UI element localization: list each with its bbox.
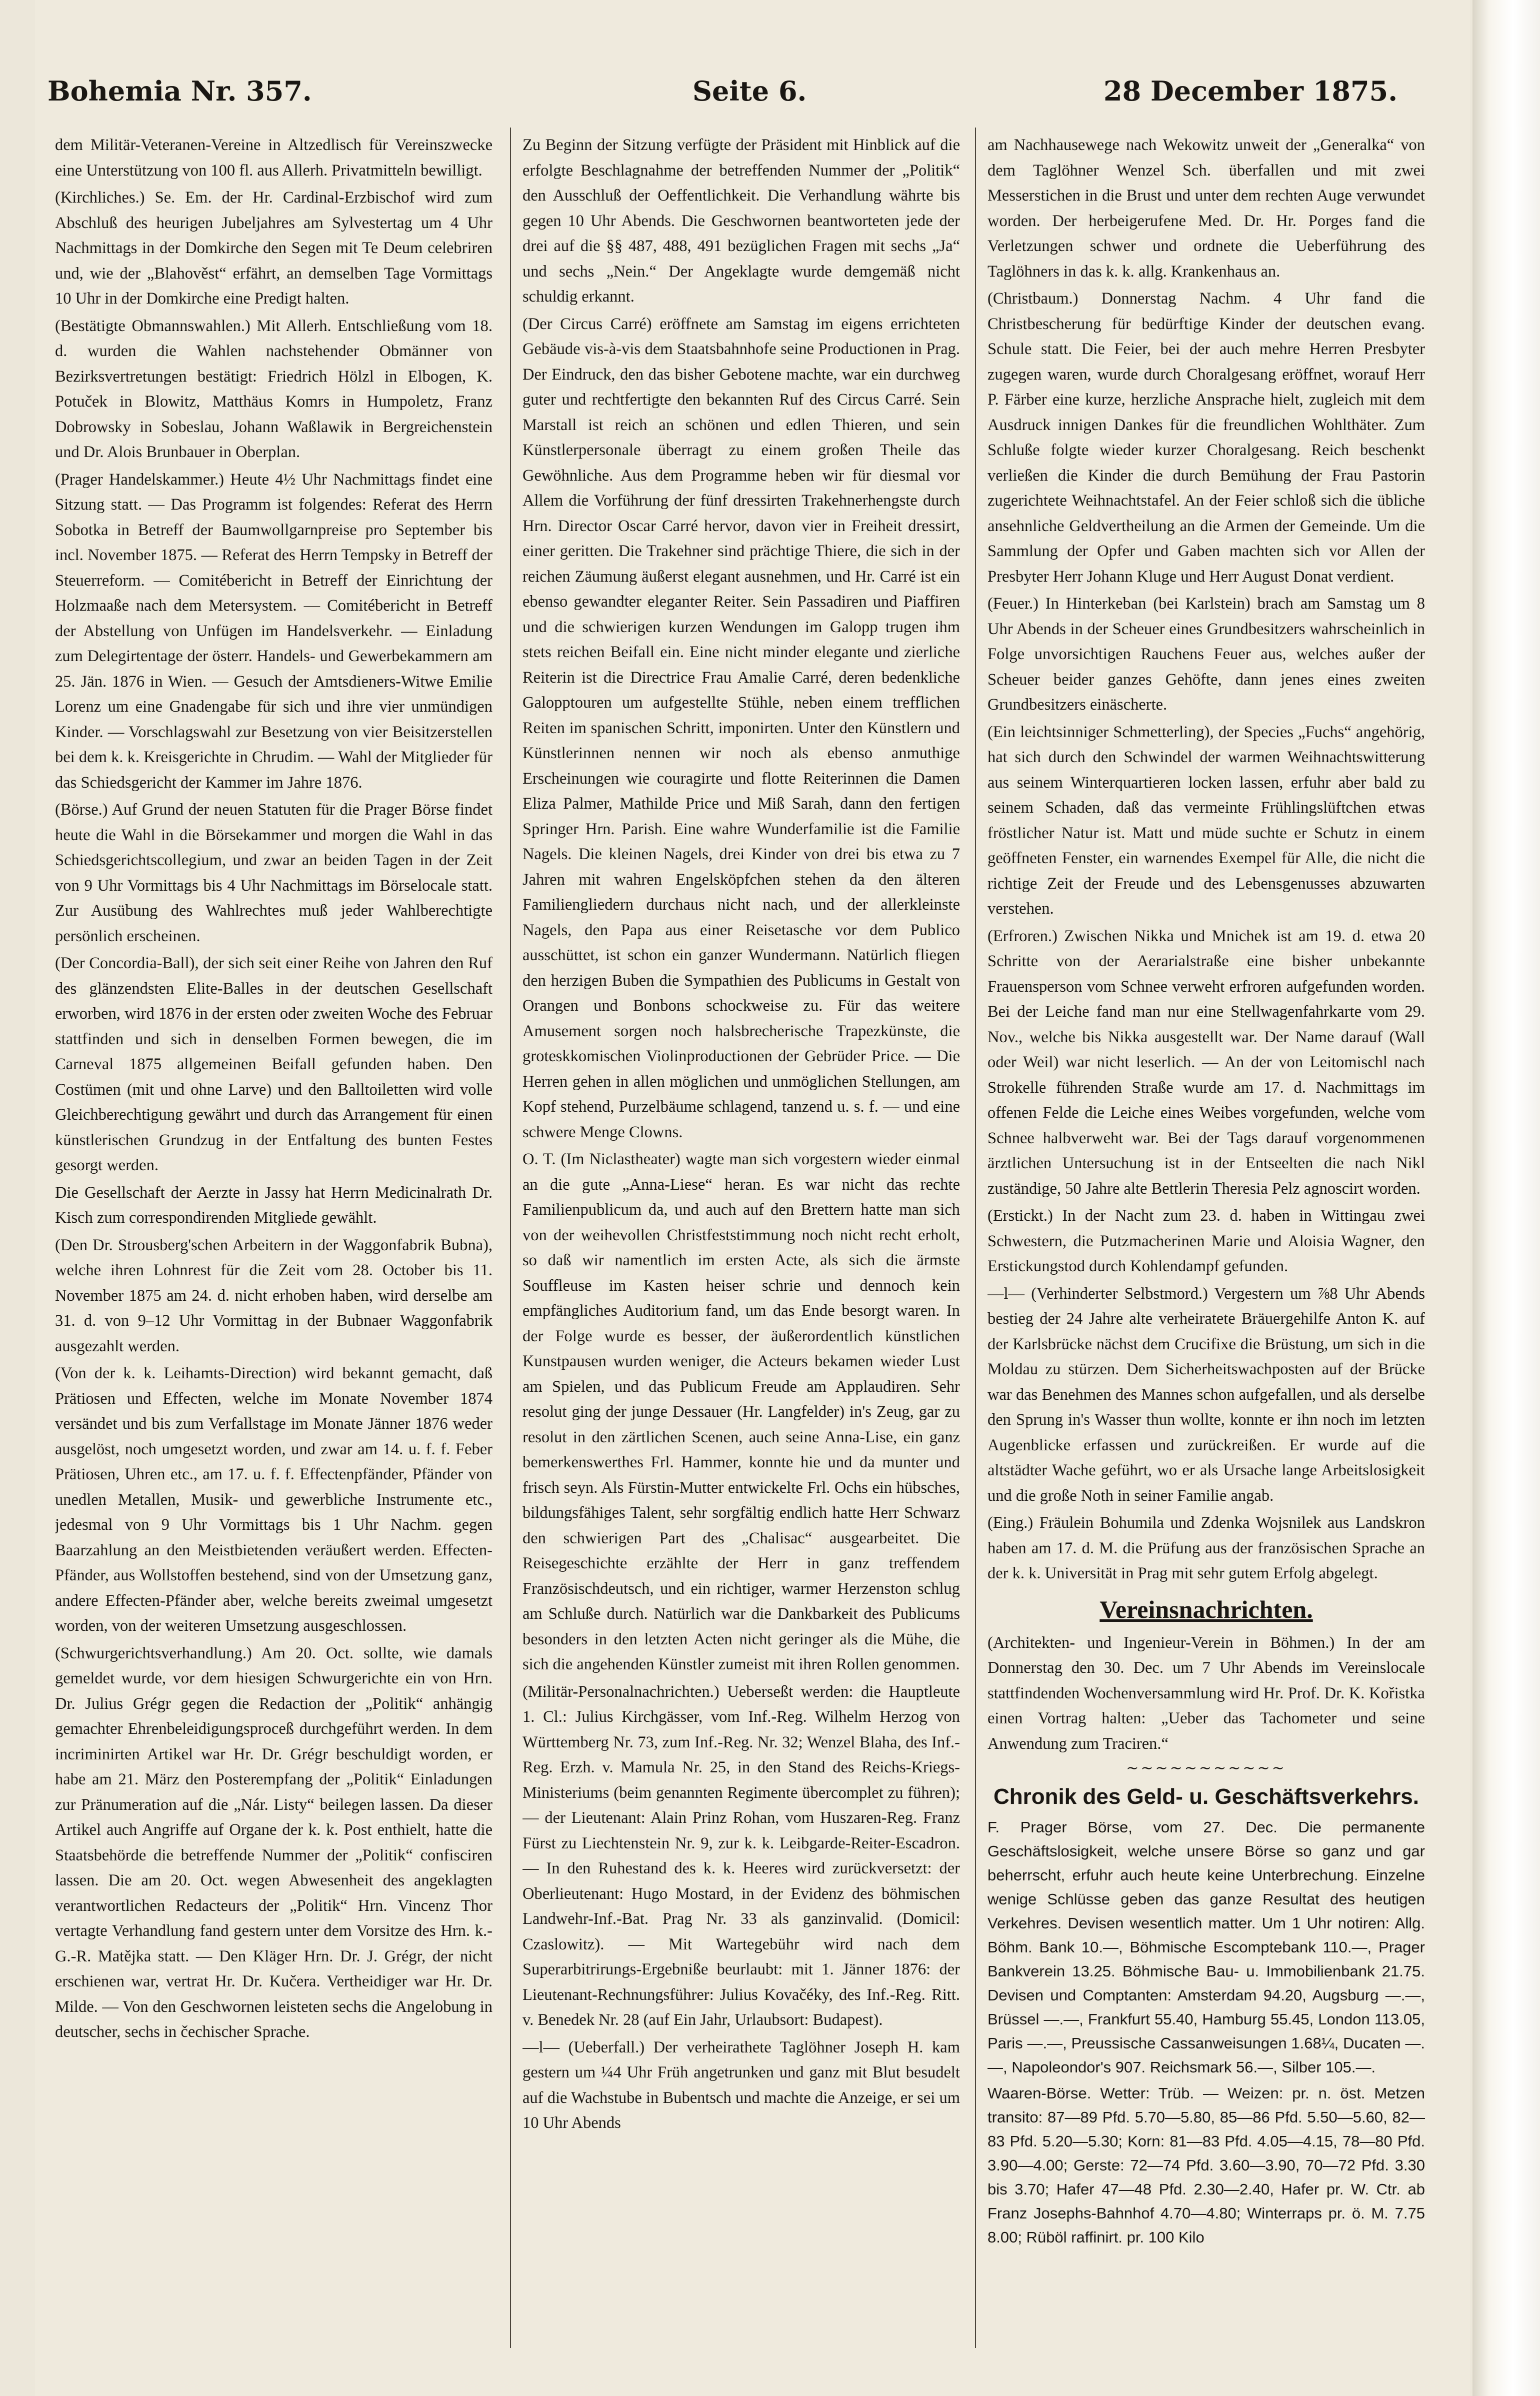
- article-paragraph: (Militär-Personalnachrichten.) Ueberseßt werden: die Hauptleute 1. Cl.: Julius Kirchgässer, vom Inf.-Reg. Wilhelm Herzog von Württemberg Nr. 73, zum Inf.-Reg. Nr. 32; Wenzel Blaha, des Inf.-Reg. Erzh. v. Mamula Nr. 25, in den Stand des Reichs-Kriegs-Ministeriums (beim genannten Regimente übercomplet zu führen); — der Lieutenant: Alain Prinz Rohan, vom Huszaren-Reg. Franz Fürst zu Liechtenstein Nr. 9, zur k. k. Leibgarde-Reiter-Escadron. — In den Ruhestand des k. k. Heeres wird zurückversetzt: der Oberlieutenant: Hugo Mostard, in der Evidenz des böhmischen Landwehr-Inf.-Bat. Prag Nr. 33 als ganzinvalid. (Domicil: Czaslowitz). — Mit Wartegebühr wird nach dem Superarbitrirungs-Ergebniße beurlaubt: mit 1. Jänner 1876: der Lieutenant-Rechnungsführer: Julius Kovačéky, des Inf.-Reg. Ritt. v. Benedek Nr. 28 (auf Ein Jahr, Urlaubsort: Budapest).: [522, 1682, 960, 2029]
- page-number: Seite 6.: [692, 75, 807, 107]
- article-paragraph: (Den Dr. Strousberg'schen Arbeitern in der Waggonfabrik Bubna), welche ihren Lohnrest für die Zeit vom 28. October bis 11. November 1875 am 24. d. nicht erhoben haben, wird derselbe am 31. d. von 9–12 Uhr Vormittag in der Bubnaer Waggonfabrik ausgezahlt werden.: [55, 1236, 492, 1355]
- column-2: [522, 133, 960, 2368]
- article-paragraph: (Erfroren.) Zwischen Nikka und Mnichek ist am 19. d. etwa 20 Schritte von der Aerarialstraße eine bisher unbekannte Frauensperson vom Schnee verweht erfroren aufgefunden worden. Bei der Leiche fand man nur eine Stellwagenfahrkarte vom 29. Nov., welche bis Nikka ausgestellt war. Der Name darauf (Wall oder Weil) war nicht leserlich. — An der von Leitomischl nach Strokelle führenden Straße wurde am 17. d. Nachmittags im offenen Felde die Leiche eines Weibes vorgefunden, welche vom Schnee halbverweht war. Bei der Tags darauf vorgenommenen ärztlichen Untersuchung ist in der Entseelten die nach Nikl zuständige, 50 Jahre alte Bettlerin Theresia Pelz agnoscirt worden.: [988, 927, 1425, 1198]
- section-title-vereinsnachrichten: Vereinsnachrichten.: [1100, 1595, 1313, 1623]
- page-edge: [1472, 0, 1540, 2396]
- masthead-issue: Bohemia Nr. 357.: [48, 75, 312, 107]
- column-rule: [975, 128, 976, 2348]
- article-paragraph: O. T. (Im Niclastheater) wagte man sich vorgestern wieder einmal an die gute „Anna-Liese“ heran. Es war nicht das rechte Familienpublicum da, und auch auf den Brettern hatte man sich von der weihevollen Christfeststimmung noch nicht recht erholt, so daß wir namentlich im ersten Acte, als sich die ärmste Souffleuse im Kasten heiser schrie und dennoch kein empfängliches Auditorium fand, um das Ende besorgt waren. In der Folge wurde es besser, der äußerordentlich künstlichen Kunstpausen wurden weniger, die Acteurs bekamen wieder Lust am Spielen, und das Publicum Freude am Applaudiren. Sehr resolut ging der junge Dessauer (Hr. Langfelder) in's Zeug, gar zu resolut in den zärtlichen Scenen, auch seine Anna-Lise, ein ganz bemerkenswerthes Frl. Hammer, konnte hie und da munter und frisch seyn. Als Fürstin-Mutter entwickelte Frl. Ochs ein hübsches, bildungsfähiges Talent, sehr sorgfältig endlich hatte Herr Schwarz den schwierigen Part des „Chalisac“ ausgearbeitet. Die Reisegeschichte erzählte der Herr in ganz treffendem Französischdeutsch, und ein richtiger, warmer Herzenston schlug am Schluße durch. Natürlich war die Dankbarkeit des Publicums besonders in den letzten Acten nicht geringer als die Mühe, die sich die angehenden Künstler zumeist mit ihren Rollen genommen.: [522, 1150, 960, 1673]
- column-3: [988, 133, 1425, 2368]
- market-report: Waaren-Börse. Wetter: Trüb. — Weizen: pr. n. öst. Metzen transito: 87—89 Pfd. 5.70—5.80, 85—86 Pfd. 5.50—5.60, 82—83 Pfd. 5.20—5.30; Korn: 81—83 Pfd. 4.05—4.15, 78—80 Pfd. 3.90—4.00; Gerste: 72—74 Pfd. 3.60—3.90, 70—72 Pfd. 3.30 bis 3.70; Hafer 47—48 Pfd. 2.30—2.40, Hafer pr. W. Ctr. ab Franz Josephs-Bahnhof 4.70—4.80; Winterraps pr. ö. M. 7.75 8.00; Rüböl raffinirt. pr. 100 Kilo: [988, 2084, 1425, 2246]
- article-paragraph: —l— (Verhinderter Selbstmord.) Vergestern um ⅞8 Uhr Abends bestieg der 24 Jahre alte verheiratete Bräuergehilfe Anton K. auf der Karlsbrücke nächst dem Crucifixe die Brüstung, um sich in die Moldau zu stürzen. Dem Sicherheitswachposten auf der Brücke war das Benehmen des Mannes schon aufgefallen, und als derselbe den Sprung in's Wasser thun wollte, konnte er ihn noch im letzten Augenblicke erfassen und zurückreißen. Er wurde auf die altstädter Wache geführt, wo er als Ursache lange Arbeitslosigkeit und die große Noth in seiner Familie angab.: [988, 1284, 1425, 1505]
- article-paragraph: (Kirchliches.) Se. Em. der Hr. Cardinal-Erzbischof wird zum Abschluß des heurigen Jubeljahres am Sylvestertag um 4 Uhr Nachmittags in der Domkirche den Segen mit Te Deum celebriren und, wie der „Blahověst“ erfährt, an demselben Tage Vormittags 10 Uhr in der Domkirche eine Predigt halten.: [55, 189, 492, 308]
- article-paragraph: am Nachhausewege nach Wekowitz unweit der „Generalka“ von dem Taglöhner Wenzel Sch. überfallen und mit zwei Messerstichen in die Brust und unter dem rechten Auge verwundet worden. Der herbeigerufene Med. Dr. Hr. Porges fand die Verletzungen schwer und ordnete die Ueberführung des Taglöhners in das k. k. allg. Krankenhaus an.: [988, 136, 1425, 281]
- article-paragraph: (Der Concordia-Ball), der sich seit einer Reihe von Jahren den Ruf des glänzendsten Elite-Balles in der deutschen Gesellschaft erworben, wird 1876 in der ersten oder zweiten Woche des Februar stattfinden und sich in denselben Formen bewegen, die im Carneval 1875 allgemeinen Beifall gefunden haben. Den Costümen (mit und ohne Larve) und den Balltoiletten wird volle Gleichberechtigung gewährt und durch das Arrangement für einen künstlerischen Grundzug in der Entfaltung des bunten Festes gesorgt werden.: [55, 954, 492, 1174]
- article-paragraph: (Christbaum.) Donnerstag Nachm. 4 Uhr fand die Christbescherung für bedürftige Kinder der deutschen evang. Schule statt. Die Feier, bei der auch mehre Herren Presbyter zugegen waren, wurde durch Choralgesang eröffnet, worauf Herr P. Färber eine kurze, herzliche Ansprache hielt, zugleich mit dem Ausdruck innigen Dankes für die freundlichen Wohlthäter. Zum Schluße folgte wieder kurzer Choralgesang. Reich beschenkt verließen die Kinder die durch Bemühung der Frau Pastorin zugerichtete Weihnachtstafel. An der Feier schloß sich die übliche ansehnliche Geldvertheilung an die Armen der Gemeinde. Um die Sammlung der Opfer und Gaben machten sich vor Allen der Presbyter Herr Johann Kluge und Herr August Donat verdient.: [988, 290, 1425, 586]
- article-paragraph: (Ein leichtsinniger Schmetterling), der Species „Fuchs“ angehörig, hat sich durch den Schwindel der warmen Weihnachtswitterung aus seinem Winterquartieren locken lassen, erfuhr aber bald zu seinem Schaden, daß das vermeinte Frühlingslüftchen etwas fröstlicher Natur ist. Matt und müde suchte er Schutz in einem geöffneten Fenster, ein warnendes Exempel für Alle, die nicht die richtige Zeit der Freude und des Lebensgenusses abzuwarten verstehen.: [988, 723, 1425, 918]
- page-header: [48, 75, 1398, 130]
- column-1: [55, 133, 492, 2368]
- article-paragraph: (Bestätigte Obmannswahlen.) Mit Allerh. Entschließung vom 18. d. wurden die Wahlen nachstehender Obmänner von Bezirksvertretungen bestätigt: Friedrich Hölzl in Elbogen, K. Potuček in Blowitz, Matthäus Komrs in Humpoletz, Franz Dobrowsky in Sobeslau, Johann Waßlawik in Bergreichenstein und Dr. Alois Brunbauer in Oberplan.: [55, 317, 492, 461]
- issue-date: 28 December 1875.: [1104, 75, 1398, 107]
- market-report: F. Prager Börse, vom 27. Dec. Die permanente Geschäftslosigkeit, welche unsere Börse so ganz und gar beherrscht, erfuhr auch heute keine Unterbrechung. Einzelne wenige Schlüsse geben das ganze Resultat des heutigen Verkehres. Devisen wesentlich matter. Um 1 Uhr notiren: Allg. Böhm. Bank 10.—, Böhmische Escomptebank 110.—, Prager Bankverein 13.25. Böhmische Bau- u. Immobilienbank 21.75. Devisen und Comptanten: Amsterdam 94.20, Augsburg —.—, Brüssel —.—, Frankfurt 55.40, Hamburg 55.45, London 113.05, Paris —.—, Preussische Cassanweisungen 1.68¼, Ducaten —.—, Napoleondor's 907. Reichsmark 56.—, Silber 105.—.: [988, 1818, 1425, 2076]
- article-paragraph: (Feuer.) In Hinterkeban (bei Karlstein) brach am Samstag um 8 Uhr Abends in der Scheuer eines Grundbesitzers wahrscheinlich in Folge unvorsichtigen Rauchens Feuer aus, welches außer der Scheuer beider ganzes Gehöfte, dann jenes eines zweiten Grundbesitzers einäscherte.: [988, 595, 1425, 714]
- article-paragraph: (Schwurgerichtsverhandlung.) Am 20. Oct. sollte, wie damals gemeldet wurde, vor dem hiesigen Schwurgerichte ein von Hrn. Dr. Julius Grégr gegen die Redaction der „Politik“ anhängig gemachter Ehrenbeleidigungsproceß durchgeführt werden. In dem incriminirten Artikel war Hr. Dr. Grégr beschuldigt worden, er habe am 21. März den Posterempfang der „Politik“ Einladungen zur Pränumeration auf die „Nár. Listy“ beilegen lassen. Da dieser Artikel auch Angriffe auf Organe der k. k. Post enthielt, hatte die Staatsbehörde die betreffende Nummer der „Politik“ confisciren lassen. Die am 20. Oct. wegen Abwesenheit des angeklagten verantwortlichen Redacteurs der „Politik“ Hrn. Vincenz Thor vertagte Verhandlung fand gestern unter dem Vorsitze des Hrn. k.-G.-R. Matějka statt. — Den Kläger Hrn. Dr. J. Grégr, der nicht erschienen war, vertrat Hr. Dr. Kučera. Vertheidiger war Hr. Dr. Milde. — Von den Geschwornen leisteten sechs die Angelobung in deutscher, sechs in čechischer Sprache.: [55, 1644, 492, 2041]
- article-paragraph: (Erstickt.) In der Nacht zum 23. d. haben in Wittingau zwei Schwestern, die Putzmacherinen Marie und Aloisia Wagner, den Erstickungstod durch Kohlendampf gefunden.: [988, 1207, 1425, 1275]
- article-paragraph: Die Gesellschaft der Aerzte in Jassy hat Herrn Medicinalrath Dr. Kisch zum correspondirenden Mitgliede gewählt.: [55, 1183, 492, 1227]
- section-title-chronik: Chronik des Geld- u. Geschäftsverkehrs.: [994, 1784, 1419, 1809]
- column-rule: [510, 128, 511, 2348]
- article-paragraph: (Architekten- und Ingenieur-Verein in Böhmen.) In der am Donnerstag den 30. Dec. um 7 Uhr Abends im Vereinslocale stattfindenden Wochenversammlung wird Hr. Prof. Dr. K. Kořistka einen Vortrag halten: „Ueber das Tachometer und seine Anwendung zum Traciren.“: [988, 1633, 1425, 1753]
- article-paragraph: dem Militär-Veteranen-Vereine in Altzedlisch für Vereinszwecke eine Unterstützung von 100 fl. aus Allerh. Privatmitteln bewilligt.: [55, 136, 492, 180]
- article-paragraph: (Von der k. k. Leihamts-Direction) wird bekannt gemacht, daß Prätiosen und Effecten, welche im Monate November 1874 versändet und bis zum Verfallstage im Monate Jänner 1876 weder ausgelöst, noch umgesetzt worden, und zwar am 14. u. f. f. Feber Prätiosen, Uhren etc., am 17. u. f. f. Effectenpfänder, Pfänder von unedlen Metallen, Musik- und gewerbliche Instrumente etc., jedesmal von 9 Uhr Vormittags bis 1 Uhr Nachm. gegen Baarzahlung an den Meistbietenden veräußert werden. Effecten-Pfänder, aus Wollstoffen bestehend, sind von der Umsetzung ganz, andere Effecten-Pfänder aber, welche bereits zweimal umgesetzt worden, von der weiteren Umsetzung ausgeschlossen.: [55, 1364, 492, 1635]
- section-divider: ∼∼∼∼∼∼∼∼∼∼∼: [1126, 1760, 1286, 1776]
- article-paragraph: Zu Beginn der Sitzung verfügte der Präsident mit Hinblick auf die erfolgte Beschlagnahme der betreffenden Nummer der „Politik“ den Ausschluß der Oeffentlichkeit. Die Verhandlung währte bis gegen 10 Uhr Abends. Die Geschwornen beantworteten jede der drei auf die §§ 487, 488, 491 bezüglichen Fragen mit sechs „Ja“ und sechs „Nein.“ Der Angeklagte wurde demgemäß nicht schuldig erkannt.: [522, 136, 960, 306]
- article-paragraph: —l— (Ueberfall.) Der verheirathete Taglöhner Joseph H. kam gestern um ¼4 Uhr Früh angetrunken und ganz mit Blut besudelt auf die Wachstube in Bubentsch und machte die Anzeige, er sei um 10 Uhr Abends: [522, 2038, 960, 2132]
- article-paragraph: (Der Circus Carré) eröffnete am Samstag im eigens errichteten Gebäude vis-à-vis dem Staatsbahnhofe seine Productionen in Prag. Der Eindruck, den das bisher Gebotene machte, war ein durchweg guter und rechtfertigte den bekannten Ruf des Circus Carré. Sein Marstall ist reich an schönen und edlen Thieren, und sein Künstlerpersonale überragt zu einem großen Theile das Gewöhnliche. Aus dem Programme heben wir für diesmal vor Allem die Vorführung der fünf dressirten Trakehnerhengste durch Hrn. Director Oscar Carré hervor, davon vier in Freiheit dressirt, einer geritten. Die Trakehner sind prächtige Thiere, die sich in der reichen Zäumung äußerst elegant ausnehmen, und Hr. Carré ist ein ebenso gewandter eleganter Reiter. Sein Passadiren und Piaffiren und die schwierigen kurzen Wendungen im Galopp trugen ihm stets reichen Beifall ein. Eine nicht minder elegante und zierliche Reiterin ist die Directrice Frau Amalie Carré, deren bedenkliche Galopptouren um aufgestellte Stühle, neben einem trefflichen Reiten im spanischen Schritt, imponirten. Unter den Künstlern und Künstlerinnen nennen wir noch als ebenso anmuthige Erscheinungen wie couragirte und flotte Reiterinnen die Damen Eliza Palmer, Mathilde Price und Miß Sarah, dann den fertigen Springer Hrn. Parish. Eine wahre Wunderfamilie ist die Familie Nagels. Die kleinen Nagels, drei Kinder von drei bis etwa zu 7 Jahren mit wahren Engelsköpfchen stehen da den älteren Familiengliedern durchaus nicht nach, und der allerkleinste Nagels, den Papa aus einer Reisetasche vor dem Publico ausschüttet, ist schon ein ganzer Wundermann. Natürlich fliegen den herzigen Buben die Sympathien des Publicums in Gestalt von Orangen und Bonbons schockweise zu. Für das weitere Amusement sorgen noch halsbrecherische Trapezkünste, die groteskkomischen Violinproductionen der Gebrüder Price. — Die Herren gehen in allen möglichen und unmöglichen Stellungen, am Kopf stehend, Purzelbäume schlagend, tanzend u. s. f. — und eine schwere Menge Clowns.: [522, 315, 960, 1141]
- article-paragraph: (Eing.) Fräulein Bohumila und Zdenka Wojsnilek aus Landskron haben am 17. d. M. die Prüfung aus der französischen Sprache an der k. k. Universität in Prag mit sehr gutem Erfolg abgelegt.: [988, 1514, 1425, 1582]
- article-paragraph: (Prager Handelskammer.) Heute 4½ Uhr Nachmittags findet eine Sitzung statt. — Das Programm ist folgendes: Referat des Herrn Sobotka in Betreff der Baumwollgarnpreise pro September bis incl. November 1875. — Referat des Herrn Tempsky in Betreff der Steuerreform. — Comitébericht in Betreff der Einrichtung der Holzmaaße nach dem Metersystem. — Comitébericht in Betreff der Abstellung von Unfügen im Handelsverkehr. — Einladung zum Delegirtentage der österr. Handels- und Gewerbekammern am 25. Jän. 1876 in Wien. — Gesuch der Amtsdieners-Witwe Emilie Lorenz um eine Gnadengabe für sich und ihre vier unmündigen Kinder. — Vorschlagswahl zur Besetzung von vier Beisitzerstellen bei dem k. k. Kreisgerichte in Chrudim. — Wahl der Mitglieder für das Schiedsgericht der Kammer im Jahre 1876.: [55, 470, 492, 792]
- article-paragraph: (Börse.) Auf Grund der neuen Statuten für die Prager Börse findet heute die Wahl in die Börsekammer und morgen die Wahl in das Schiedsgerichtscollegium, und zwar an beiden Tagen in der Zeit von 9 Uhr Vormittags bis 4 Uhr Nachmittags im Börselocale statt. Zur Ausübung des Wahlrechtes muß jeder Wahlberechtigte persönlich erscheinen.: [55, 801, 492, 945]
